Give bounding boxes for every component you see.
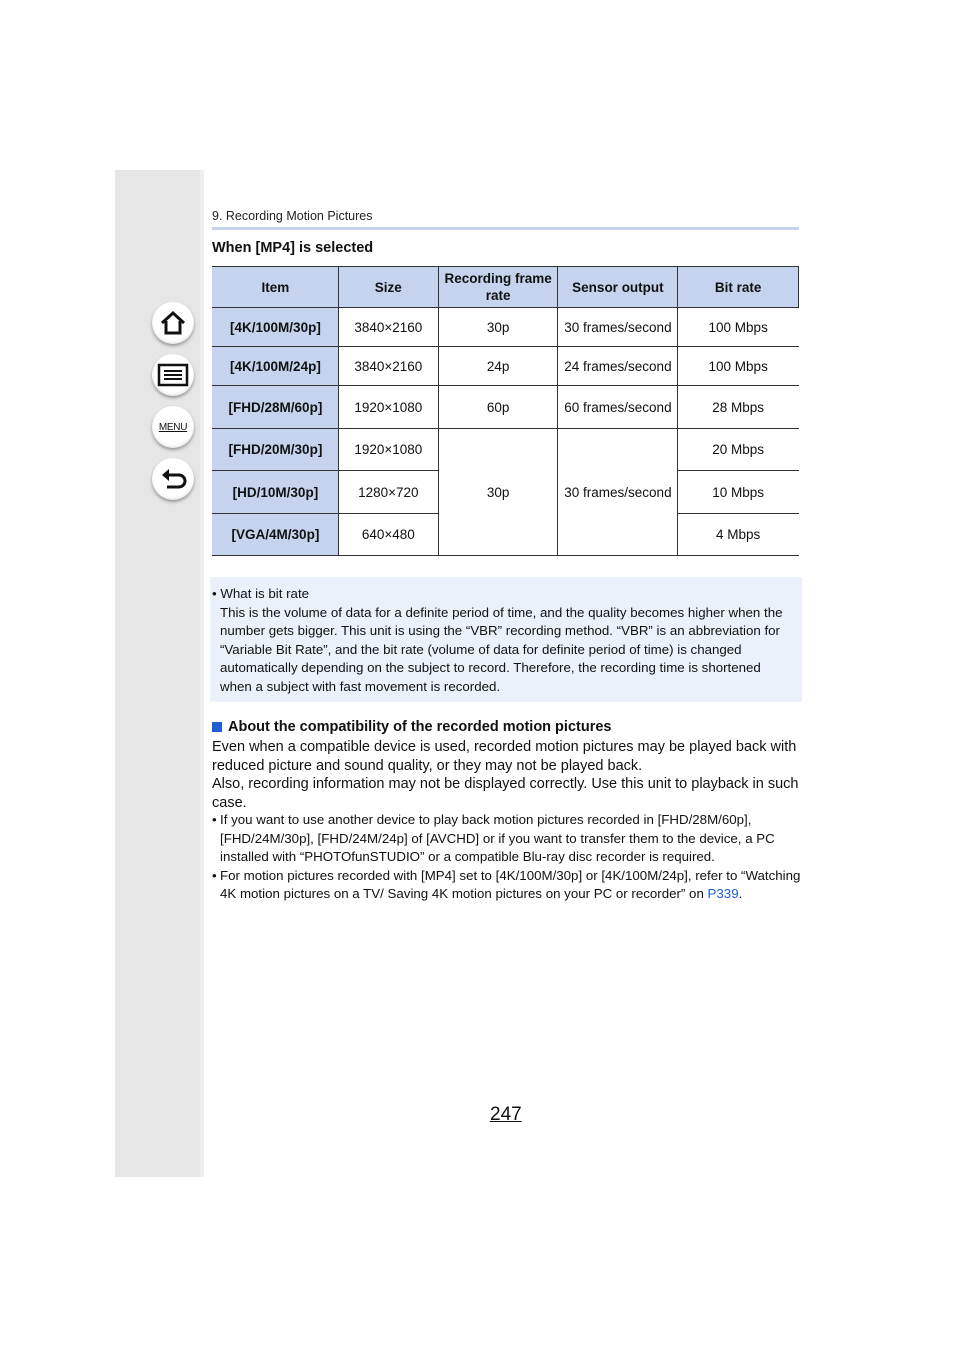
bullet-end: .: [738, 886, 743, 902]
size-cell: 3840×2160: [338, 347, 438, 386]
menu-button[interactable]: [152, 406, 194, 448]
sensor-cell: 60 frames/second: [558, 386, 678, 429]
size-cell: 3840×2160: [338, 308, 438, 347]
return-icon: [158, 464, 188, 494]
table-row: [213, 429, 799, 471]
bitrate-cell: 4 Mbps: [678, 514, 799, 556]
bitrate-cell: 100 Mbps: [678, 347, 799, 386]
bitrate-cell: 100 Mbps: [678, 308, 799, 347]
sensor-cell: 24 frames/second: [558, 347, 678, 386]
bullet-text: For motion pictures recorded with [MP4] set to [4K/100M/30p] or [4K/100M/24p], refer to “Watching 4K motion pictures on a TV/ Saving 4K motion pictures on your PC or recorder” on: [220, 867, 801, 902]
compat-paragraph: Also, recording information may not be displayed correctly. Use this unit to playback in such case.: [212, 776, 799, 811]
table-row: [213, 308, 799, 347]
bitrate-table: [212, 266, 799, 556]
bitrate-cell: 10 Mbps: [678, 471, 799, 514]
size-cell: 640×480: [338, 514, 438, 556]
table-row: [213, 347, 799, 386]
list-item: • For motion pictures recorded with [MP4] set to [4K/100M/30p] or [4K/100M/24p], refer to “Watching 4K motion pictures on a TV/ Saving 4K motion pictures on your PC or recorder” on P339.: [212, 867, 801, 902]
sensor-cell: 30 frames/second: [558, 429, 678, 556]
item-cell: [4K/100M/30p]: [213, 308, 339, 347]
note-heading: • What is bit rate: [212, 586, 310, 601]
square-bullet-icon: [212, 722, 222, 732]
note-heading-text: What is bit rate: [220, 586, 310, 601]
item-cell: [HD/10M/30p]: [213, 471, 339, 514]
frame-rate-cell: 30p: [438, 308, 558, 347]
back-button[interactable]: [152, 458, 194, 500]
compat-bullets: [212, 811, 802, 904]
list-item: • If you want to use another device to play back motion pictures recorded in [FHD/28M/60p], [FHD/24M/30p], [FHD/24M/24p] of [AVCHD] or if you want to transfer them to the device, a PC installed with “PHOTOfunSTUDIO” or a compatible Blu-ray disc recorder is required.: [212, 812, 775, 865]
frame-rate-cell: 24p: [438, 347, 558, 386]
table-header-row: [213, 267, 799, 308]
table-row: [213, 386, 799, 429]
size-cell: 1920×1080: [338, 429, 438, 471]
frame-rate-cell: 30p: [438, 429, 558, 556]
menu-label: MENU: [158, 421, 188, 433]
compat-title: [212, 719, 611, 735]
note-body: This is the volume of data for a definite period of time, and the quality becomes higher when the number gets bigger. This unit is using the “VBR” recording method. “VBR” is an abbreviation for “Variable Bit Rate”, and the bit rate (volume of data for definite period of time) is changed automatically depending on the subject to record. Therefore, the recording time is shortened when a subject with fast movement is recorded.: [220, 604, 783, 694]
header-sensor-output: Sensor output: [558, 267, 678, 308]
sidebar-edge: [200, 170, 204, 1177]
bitrate-cell: 20 Mbps: [678, 429, 799, 471]
header-size: Size: [338, 267, 438, 308]
frame-rate-cell: 60p: [438, 386, 558, 429]
bullet-text: If you want to use another device to play back motion pictures recorded in [FHD/28M/60p], [FHD/24M/30p], [FHD/24M/24p] of [AVCHD] or if you want to transfer them to the device, a PC installed with “PHOTOfunSTUDIO” or a compatible Blu-ray disc recorder is required.: [220, 812, 775, 865]
item-cell: [VGA/4M/30p]: [213, 514, 339, 556]
contents-button[interactable]: [152, 354, 194, 396]
page-number: 247: [490, 1104, 522, 1125]
header-item: Item: [213, 267, 339, 308]
home-button[interactable]: [152, 302, 194, 344]
bitrate-note: [210, 577, 802, 702]
breadcrumb-rule: [212, 227, 799, 230]
compat-paragraph: Even when a compatible device is used, recorded motion pictures may be played back with reduced picture and sound quality, or they may not be played back.: [212, 739, 797, 774]
item-cell: [FHD/28M/60p]: [213, 386, 339, 429]
size-cell: 1280×720: [338, 471, 438, 514]
header-bit-rate: Bit rate: [678, 267, 799, 308]
home-icon: [158, 308, 188, 338]
section-title: When [MP4] is selected: [212, 240, 374, 256]
header-frame-rate: Recording frame rate: [438, 267, 558, 308]
item-cell: [FHD/20M/30p]: [213, 429, 339, 471]
page-link-p339[interactable]: P339: [707, 886, 739, 902]
bitrate-cell: 28 Mbps: [678, 386, 799, 429]
sensor-cell: 30 frames/second: [558, 308, 678, 347]
compat-body: [212, 738, 802, 812]
breadcrumb: 9. Recording Motion Pictures: [212, 209, 373, 223]
compat-title-text: About the compatibility of the recorded motion pictures: [228, 719, 612, 735]
size-cell: 1920×1080: [338, 386, 438, 429]
list-icon: [157, 361, 189, 389]
item-cell: [4K/100M/24p]: [213, 347, 339, 386]
